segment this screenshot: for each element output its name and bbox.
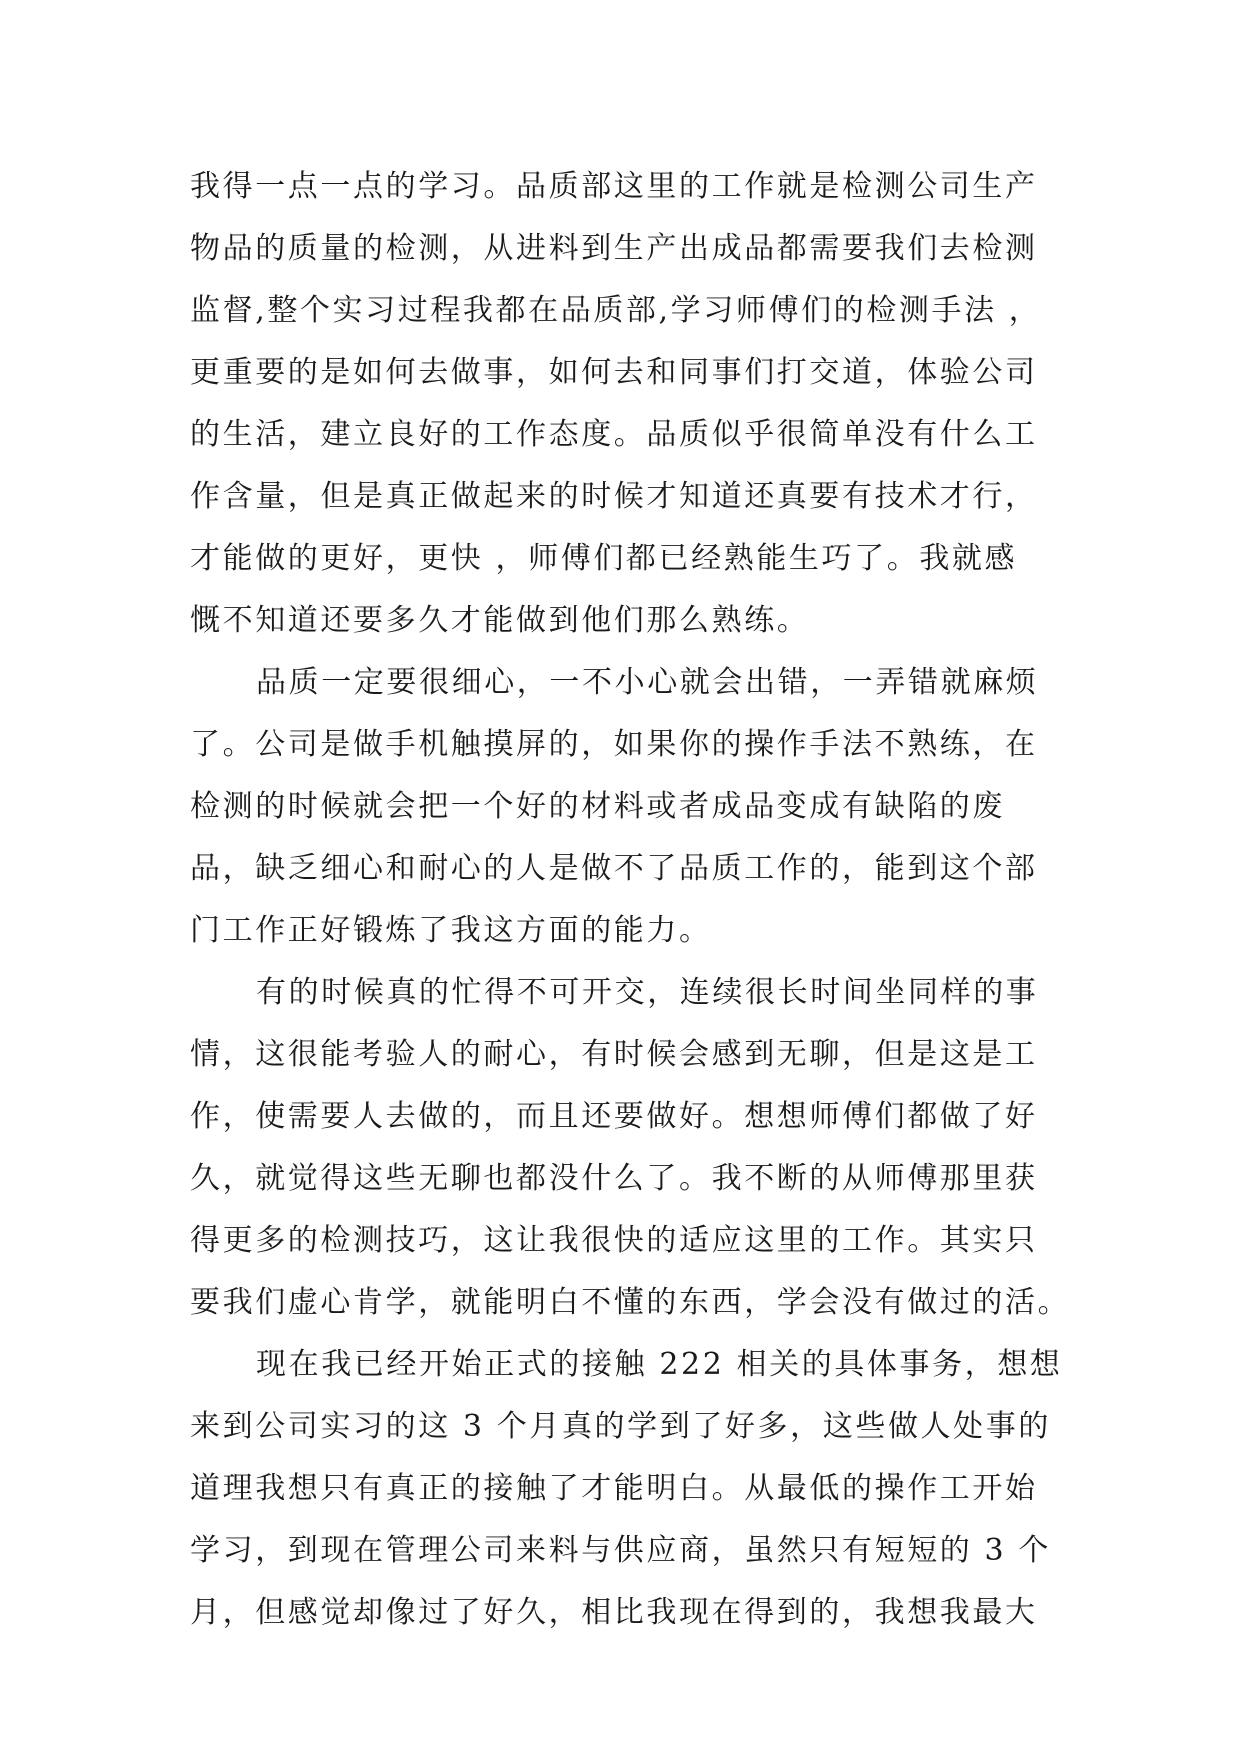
text-line: 的生活，建立良好的工作态度。品质似乎很简单没有什么工	[190, 417, 1038, 452]
text-line: 作，使需要人去做的，而且还要做好。想想师傅们都做了好	[190, 1099, 1038, 1134]
text-line: 检测的时候就会把一个好的材料或者成品变成有缺陷的废	[190, 789, 1005, 824]
paragraph-first-line: 现在我已经开始正式的接触 222 相关的具体事务，想想	[256, 1347, 1063, 1382]
text-line: 情，这很能考验人的耐心，有时候会感到无聊，但是这是工	[190, 1037, 1038, 1072]
text-line: 监督,整个实习过程我都在品质部,学习师傅们的检测手法 ，	[190, 293, 1042, 328]
paragraph-first-line: 品质一定要很细心，一不小心就会出错，一弄错就麻烦	[256, 665, 1039, 700]
text-line: 作含量，但是真正做起来的时候才知道还真要有技术才行，	[190, 479, 1038, 514]
text-line: 来到公司实习的这 3 个月真的学到了好多，这些做人处事的	[190, 1409, 1051, 1444]
text-line: 才能做的更好，更快 ，师傅们都已经熟能生巧了。我就感	[190, 541, 1018, 576]
text-line: 门工作正好锻炼了我这方面的能力。	[190, 913, 712, 948]
text-line: 久，就觉得这些无聊也都没什么了。我不断的从师傅那里获	[190, 1161, 1038, 1196]
text-line: 物品的质量的检测，从进料到生产出成品都需要我们去检测	[190, 231, 1038, 266]
paragraph-first-line: 有的时候真的忙得不可开交，连续很长时间坐同样的事	[256, 975, 1039, 1010]
text-line: 学习，到现在管理公司来料与供应商，虽然只有短短的 3 个	[190, 1533, 1051, 1568]
text-line: 品，缺乏细心和耐心的人是做不了品质工作的，能到这个部	[190, 851, 1038, 886]
text-line: 道理我想只有真正的接触了才能明白。从最低的操作工开始	[190, 1471, 1038, 1506]
text-line: 得更多的检测技巧，这让我很快的适应这里的工作。其实只	[190, 1223, 1038, 1258]
text-line: 慨不知道还要多久才能做到他们那么熟练。	[190, 603, 810, 638]
text-line: 了。公司是做手机触摸屏的，如果你的操作手法不熟练，在	[190, 727, 1038, 762]
text-line: 更重要的是如何去做事，如何去和同事们打交道，体验公司	[190, 355, 1038, 390]
body-text	[190, 156, 1090, 1644]
text-line: 我得一点一点的学习。品质部这里的工作就是检测公司生产	[190, 169, 1038, 204]
text-line: 要我们虚心肯学，就能明白不懂的东西，学会没有做过的活。	[190, 1285, 1071, 1320]
text-line: 月，但感觉却像过了好久，相比我现在得到的，我想我最大	[190, 1595, 1038, 1630]
